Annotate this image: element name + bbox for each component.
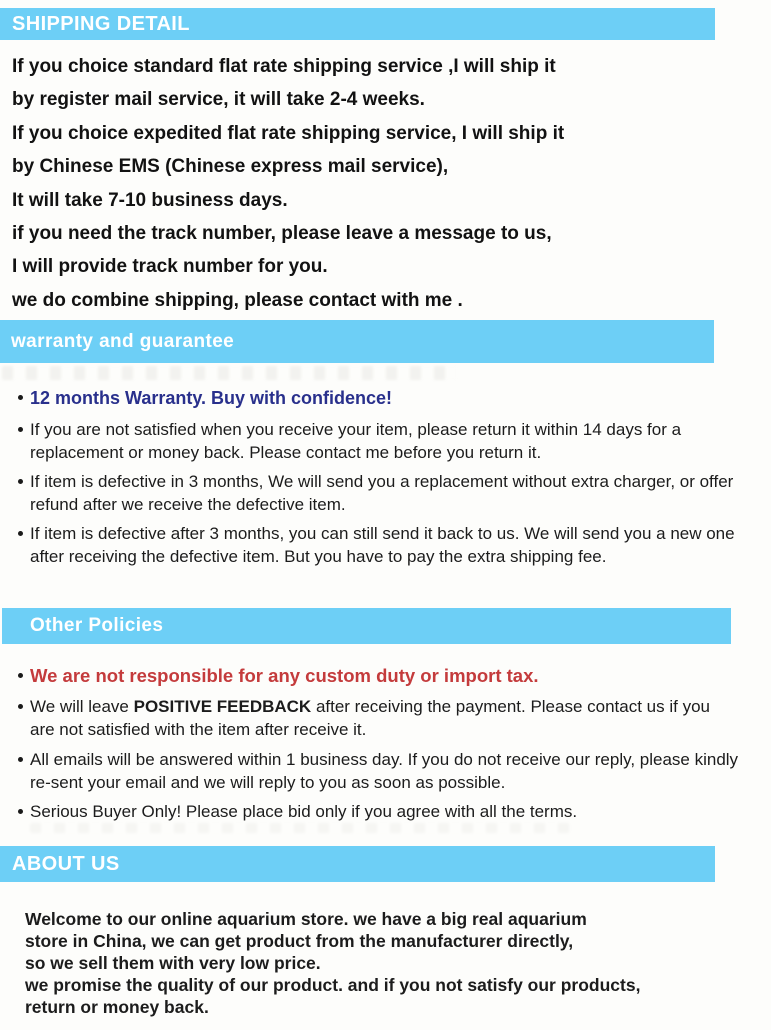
bullet-dot <box>18 427 23 432</box>
bullet-dot <box>18 479 23 484</box>
bullet-text-line: All emails will be answered within 1 business day. If you do not receive our reply, please kindly <box>30 750 739 769</box>
shipping-line: It will take 7-10 business days. <box>12 189 288 211</box>
warranty-bullet-defective-in-3-months <box>18 470 733 516</box>
policy-bullet-emails <box>18 748 738 794</box>
about-line: store in China, we can get product from the manufacturer directly, <box>25 930 574 951</box>
policy-bullet-feedback <box>18 695 710 741</box>
bullet-text-line <box>30 695 710 718</box>
section-title: ABOUT US <box>12 852 120 875</box>
section-header-other-policies <box>2 608 731 644</box>
bullet-text-bold-segment: POSITIVE FEEDBACK <box>133 697 312 716</box>
bullet-dot <box>18 757 23 762</box>
section-header-shipping <box>0 8 715 40</box>
bullet-dot <box>18 395 23 400</box>
section-header-about-us <box>0 846 715 882</box>
section-title: SHIPPING DETAIL <box>12 12 190 35</box>
warranty-bullet-return-policy <box>18 418 681 464</box>
shipping-line: if you need the track number, please leave a message to us, <box>12 223 552 245</box>
about-line: Welcome to our online aquarium store. we have a big real aquarium <box>25 909 587 929</box>
bullet-text-line: replacement or money back. Please contact me before you return it. <box>30 443 542 462</box>
bullet-text-line: refund after we receive the defective item. <box>30 495 346 514</box>
faded-text-artifact <box>2 366 457 380</box>
bullet-text-line: are not satisfied with the item after receive it. <box>30 720 367 739</box>
bullet-text-line: If item is defective in 3 months, We will send you a replacement without extra charger, or offer <box>30 472 734 491</box>
policy-bullet-serious-buyer <box>18 800 577 823</box>
section-header-warranty <box>0 320 714 363</box>
bullet-text-segment: We will leave <box>30 697 134 716</box>
shipping-line: If you choice expedited flat rate shipping service, I will ship it <box>12 122 565 144</box>
bullet-text-line: If you are not satisfied when you receive your item, please return it within 14 days for a <box>30 420 682 439</box>
shipping-line: by register mail service, it will take 2-4 weeks. <box>12 89 425 111</box>
shipping-line: we do combine shipping, please contact with me . <box>12 289 463 311</box>
shipping-line: by Chinese EMS (Chinese express mail service), <box>12 156 449 178</box>
shipping-line: I will provide track number for you. <box>12 256 328 278</box>
bullet-dot <box>18 673 23 678</box>
shipping-line: If you choice standard flat rate shipping service ,I will ship it <box>12 56 556 77</box>
bullet-text-segment: after receiving the payment. Please contact us if you <box>311 697 710 716</box>
warranty-bullet-warranty-period <box>18 386 392 410</box>
section-title: warranty and guarantee <box>11 330 235 352</box>
bullet-text: We are not responsible for any custom duty or import tax. <box>30 665 539 686</box>
about-line: so we sell them with very low price. <box>25 952 321 973</box>
bullet-text-line: re-sent your email and we will reply to you as soon as possible. <box>30 773 506 792</box>
warranty-bullet-defective-after-3-months <box>18 522 735 568</box>
bullet-text-line: If item is defective after 3 months, you can still send it back to us. We will send you a new one <box>30 524 735 543</box>
about-paragraph <box>25 909 640 1019</box>
bullet-text: 12 months Warranty. Buy with confidence! <box>30 388 393 408</box>
bullet-text: Serious Buyer Only! Please place bid only if you agree with all the terms. <box>30 802 578 821</box>
bullet-dot <box>18 531 23 536</box>
shipping-paragraph <box>12 50 564 317</box>
section-title: Other Policies <box>30 615 164 636</box>
about-line: we promise the quality of our product. and if you not satisfy our products, <box>25 974 641 995</box>
faded-text-artifact <box>30 823 570 833</box>
bullet-text-line: after receiving the defective item. But you have to pay the extra shipping fee. <box>30 547 607 566</box>
bullet-dot <box>18 809 23 814</box>
about-line: return or money back. <box>25 996 209 1017</box>
bullet-dot <box>18 704 23 709</box>
policy-bullet-custom-duty <box>18 664 539 688</box>
